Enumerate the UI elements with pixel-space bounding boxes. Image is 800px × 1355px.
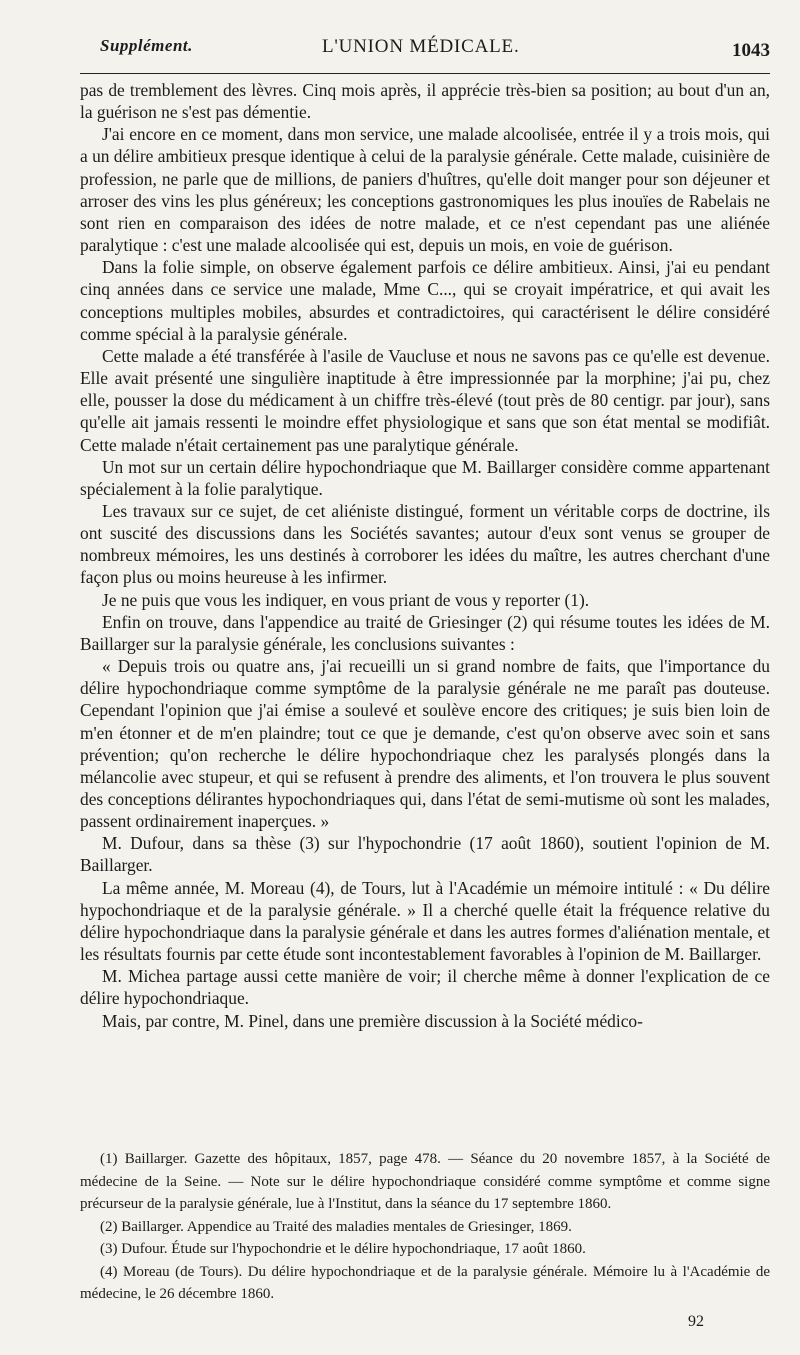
header-rule xyxy=(80,73,770,74)
footnote: (2) Baillarger. Appendice au Traité des maladies mentales de Griesinger, 1869. xyxy=(100,1218,572,1235)
footnote: (1) Baillarger. Gazette des hôpitaux, 1857, page 478. — Séance du 20 novembre 1857, à la Société de médecine de la Seine. — Note sur le délire hypochondriaque considéré comme symptôme et comme signe précurseur de la paralysie générale, lue à l'Institut, dans la séance du 17 septembre 1860. xyxy=(80,1151,770,1212)
main-text xyxy=(80,79,770,1032)
paragraph: Enfin on trouve, dans l'appendice au traité de Griesinger (2) qui résume toutes les idées de M. Baillarger sur la paralysie générale, les conclusions suivantes : xyxy=(80,611,770,654)
section-label: Supplément. xyxy=(100,36,193,55)
footnotes xyxy=(80,1147,770,1306)
running-header xyxy=(100,36,770,70)
paragraph: Mais, par contre, M. Pinel, dans une première discussion à la Société médico- xyxy=(102,1010,643,1031)
paragraph: pas de tremblement des lèvres. Cinq mois après, il apprécie très-bien sa position; au bout d'un an, la guérison ne s'est pas démentie. xyxy=(80,80,770,123)
page-number: 1043 xyxy=(732,40,770,61)
paragraph: Un mot sur un certain délire hypochondriaque que M. Baillarger considère comme appartenant spécialement à la folie paralytique. xyxy=(80,456,770,499)
quotation-paragraph: « Depuis trois ou quatre ans, j'ai recueilli un si grand nombre de faits, que l'importance du délire hypochondriaque comme symptôme de la paralysie générale ne me paraît pas douteuse. Cependant l'opinion que j'ai émise a soulevé et soulève encore des critiques; je suis bien loin de m'en étonner et de m'en plaindre; tout ce que je demande, c'est qu'on observe avec soin et sans prévention; qu'on recherche le délire hypochondriaque chez les paralysés plongés dans la mélancolie avec stupeur, et qui se refusent à prendre des aliments, et l'on trouvera le plus souvent des conceptions délirantes hypochondriaques qui, dans l'état de semi-mutisme où sont les malades, passent ordinairement inaperçues. » xyxy=(80,656,770,832)
paragraph: Je ne puis que vous les indiquer, en vous priant de vous y reporter (1). xyxy=(102,589,590,610)
footnote: (3) Dufour. Étude sur l'hypochondrie et le délire hypochondriaque, 17 août 1860. xyxy=(100,1241,586,1257)
journal-title: L'UNION MÉDICALE. xyxy=(322,36,520,57)
signature-mark: 92 xyxy=(688,1313,704,1330)
paragraph: J'ai encore en ce moment, dans mon service, une malade alcoolisée, entrée il y a trois mois, qui a un délire ambitieux presque identique à celui de la paralysie générale. Cette malade, cuisinière de profession, ne parle que de millions, de paniers d'huîtres, qu'elle doit manger pour son déjeuner et arroser des vins les plus généreux; les conceptions gastronomiques les plus inouïes de Rabelais ne sont rien en comparaison des idées de notre malade, et ce n'est cependant pas une aliénée paralytique : c'est une malade alcoolisée qui est, depuis un mois, en voie de guérison. xyxy=(80,124,771,256)
paragraph: M. Dufour, dans sa thèse (3) sur l'hypochondrie (17 août 1860), soutient l'opinion de M. Baillarger. xyxy=(80,833,770,876)
paragraph: La même année, M. Moreau (4), de Tours, lut à l'Académie un mémoire intitulé : « Du délire hypochondriaque et de la paralysie générale. » Il a cherché quelle était la fréquence relative du délire hypochondriaque dans la paralysie générale et dans les autres formes d'aliénation mentale, et les résultats fournis par cette étude sont incontestablement favorables à l'opinion de M. Baillarger. xyxy=(80,877,770,965)
paragraph: Les travaux sur ce sujet, de cet aliéniste distingué, forment un véritable corps de doctrine, ils ont suscité des discussions dans les Sociétés savantes; autour d'eux sont venus se grouper de nombreux mémoires, les uns destinés à corroborer les idées du maître, les autres cherchant d'une façon plus ou moins heureuse à les infirmer. xyxy=(80,500,770,588)
paragraph: M. Michea partage aussi cette manière de voir; il cherche même à donner l'explication de ce délire hypochondriaque. xyxy=(80,966,770,1009)
paragraph: Dans la folie simple, on observe également parfois ce délire ambitieux. Ainsi, j'ai eu pendant cinq années dans ce service une malade, Mme C..., qui se croyait impératrice, et qui avait les conceptions multiples mobiles, absurdes et contradictoires, qui caractérisent le délire considéré comme spécial à la paralysie générale. xyxy=(80,257,770,344)
footnote: (4) Moreau (de Tours). Du délire hypochondriaque et de la paralysie générale. Mémoire lu à l'Académie de médecine, le 26 décembre 1860. xyxy=(80,1263,770,1302)
paragraph: Cette malade a été transférée à l'asile de Vaucluse et nous ne savons pas ce qu'elle est devenue. Elle avait présenté une singulière inaptitude à être impressionnée par la morphine; j'ai pu, chez elle, pousser la dose du médicament à un chiffre très-élevé (tout près de 80 centigr. par jour), sans qu'elle ait jamais ressenti le moindre effet physiologique et sans que son état mental se modifiât. Cette malade n'était certainement pas une paralytique générale. xyxy=(80,345,770,455)
